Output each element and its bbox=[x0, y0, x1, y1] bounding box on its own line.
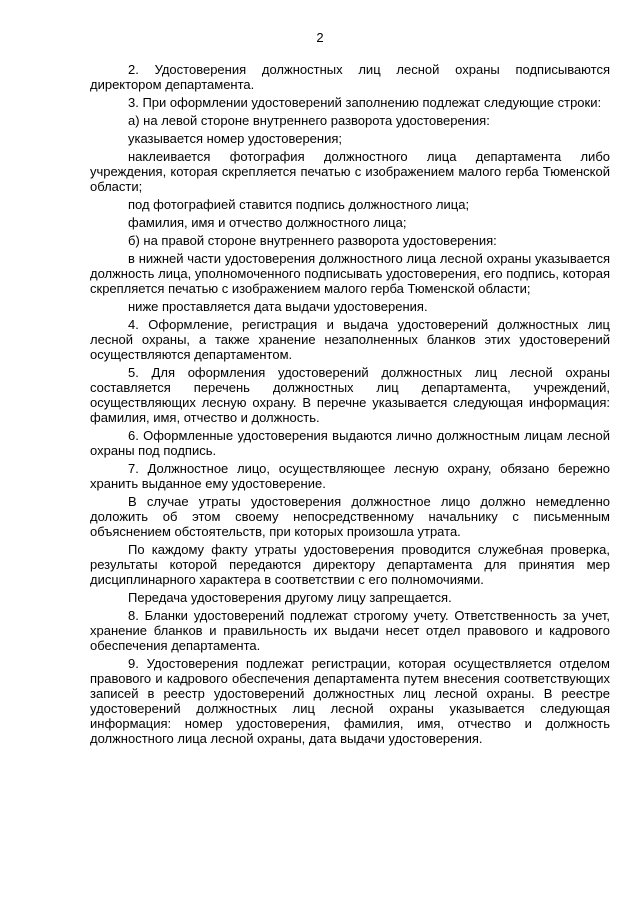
page-number: 2 bbox=[316, 30, 324, 45]
paragraph-7-storage: 7. Должностное лицо, осуществляющее лесную охрану, обязано бережно хранить выданное ему удостоверение. bbox=[90, 461, 610, 491]
paragraph-id-number: указывается номер удостоверения; bbox=[128, 131, 342, 146]
paragraph-loss-inspection: По каждому факту утраты удостоверения проводится служебная проверка, результаты которой передаются директору департамента для принятия мер дисциплинарного характера в соответствии с его полномочиями. bbox=[90, 542, 610, 587]
document-body bbox=[90, 62, 610, 749]
paragraph-5-list: 5. Для оформления удостоверений должностных лиц лесной охраны составляется перечень должностных лиц департамента, учреждений, осуществляющих лесную охрану. В перечне указывается следующая информация: фамилия, имя, отчество и должность. bbox=[90, 365, 610, 425]
paragraph-8-accounting: 8. Бланки удостоверений подлежат строгому учету. Ответственность за учет, хранение бланков и правильность их выдачи несет отдел правового и кадрового обеспечения департамента. bbox=[90, 608, 610, 653]
paragraph-transfer-prohibited: Передача удостоверения другому лицу запрещается. bbox=[128, 590, 452, 605]
paragraph-3a-left-side: а) на левой стороне внутреннего разворота удостоверения: bbox=[128, 113, 490, 128]
paragraph-loss-report: В случае утраты удостоверения должностное лицо должно немедленно доложить об этом своему непосредственному начальнику с письменным объяснением обстоятельств, при которых произошла утрата. bbox=[90, 494, 610, 539]
paragraph-3b-right-side: б) на правой стороне внутреннего разворота удостоверения: bbox=[128, 233, 497, 248]
paragraph-photo: наклеивается фотография должностного лица департамента либо учреждения, которая скрепляется печатью с изображением малого герба Тюменской области; bbox=[90, 149, 610, 194]
paragraph-3-fields-intro: 3. При оформлении удостоверений заполнению подлежат следующие строки: bbox=[128, 95, 602, 110]
paragraph-9-registry: 9. Удостоверения подлежат регистрации, которая осуществляется отделом правового и кадрового обеспечения департамента путем внесения соответствующих записей в реестр удостоверений должностных лиц лесной охраны. В реестре удостоверений должностных лиц лесной охраны указывается следующая информация: номер удостоверения, фамилия, имя, отчество и должность должностного лица лесной охраны, дата выдачи удостоверения. bbox=[90, 656, 610, 746]
paragraph-2-signing: 2. Удостоверения должностных лиц лесной охраны подписываются директором департамента. bbox=[90, 62, 610, 92]
paragraph-signature: под фотографией ставится подпись должностного лица; bbox=[128, 197, 470, 212]
paragraph-authorized-position: в нижней части удостоверения должностного лица лесной охраны указывается должность лица, уполномоченного подписывать удостоверения, его подпись, которая скрепляется печатью с изображением малого герба Тюменской области; bbox=[90, 251, 610, 296]
paragraph-issue-date: ниже проставляется дата выдачи удостоверения. bbox=[128, 299, 428, 314]
paragraph-full-name: фамилия, имя и отчество должностного лица; bbox=[128, 215, 407, 230]
paragraph-6-issuance: 6. Оформленные удостоверения выдаются лично должностным лицам лесной охраны под подпись. bbox=[90, 428, 610, 458]
paragraph-4-registration: 4. Оформление, регистрация и выдача удостоверений должностных лиц лесной охраны, а также хранение незаполненных бланков этих удостоверений осуществляются департаментом. bbox=[90, 317, 610, 362]
